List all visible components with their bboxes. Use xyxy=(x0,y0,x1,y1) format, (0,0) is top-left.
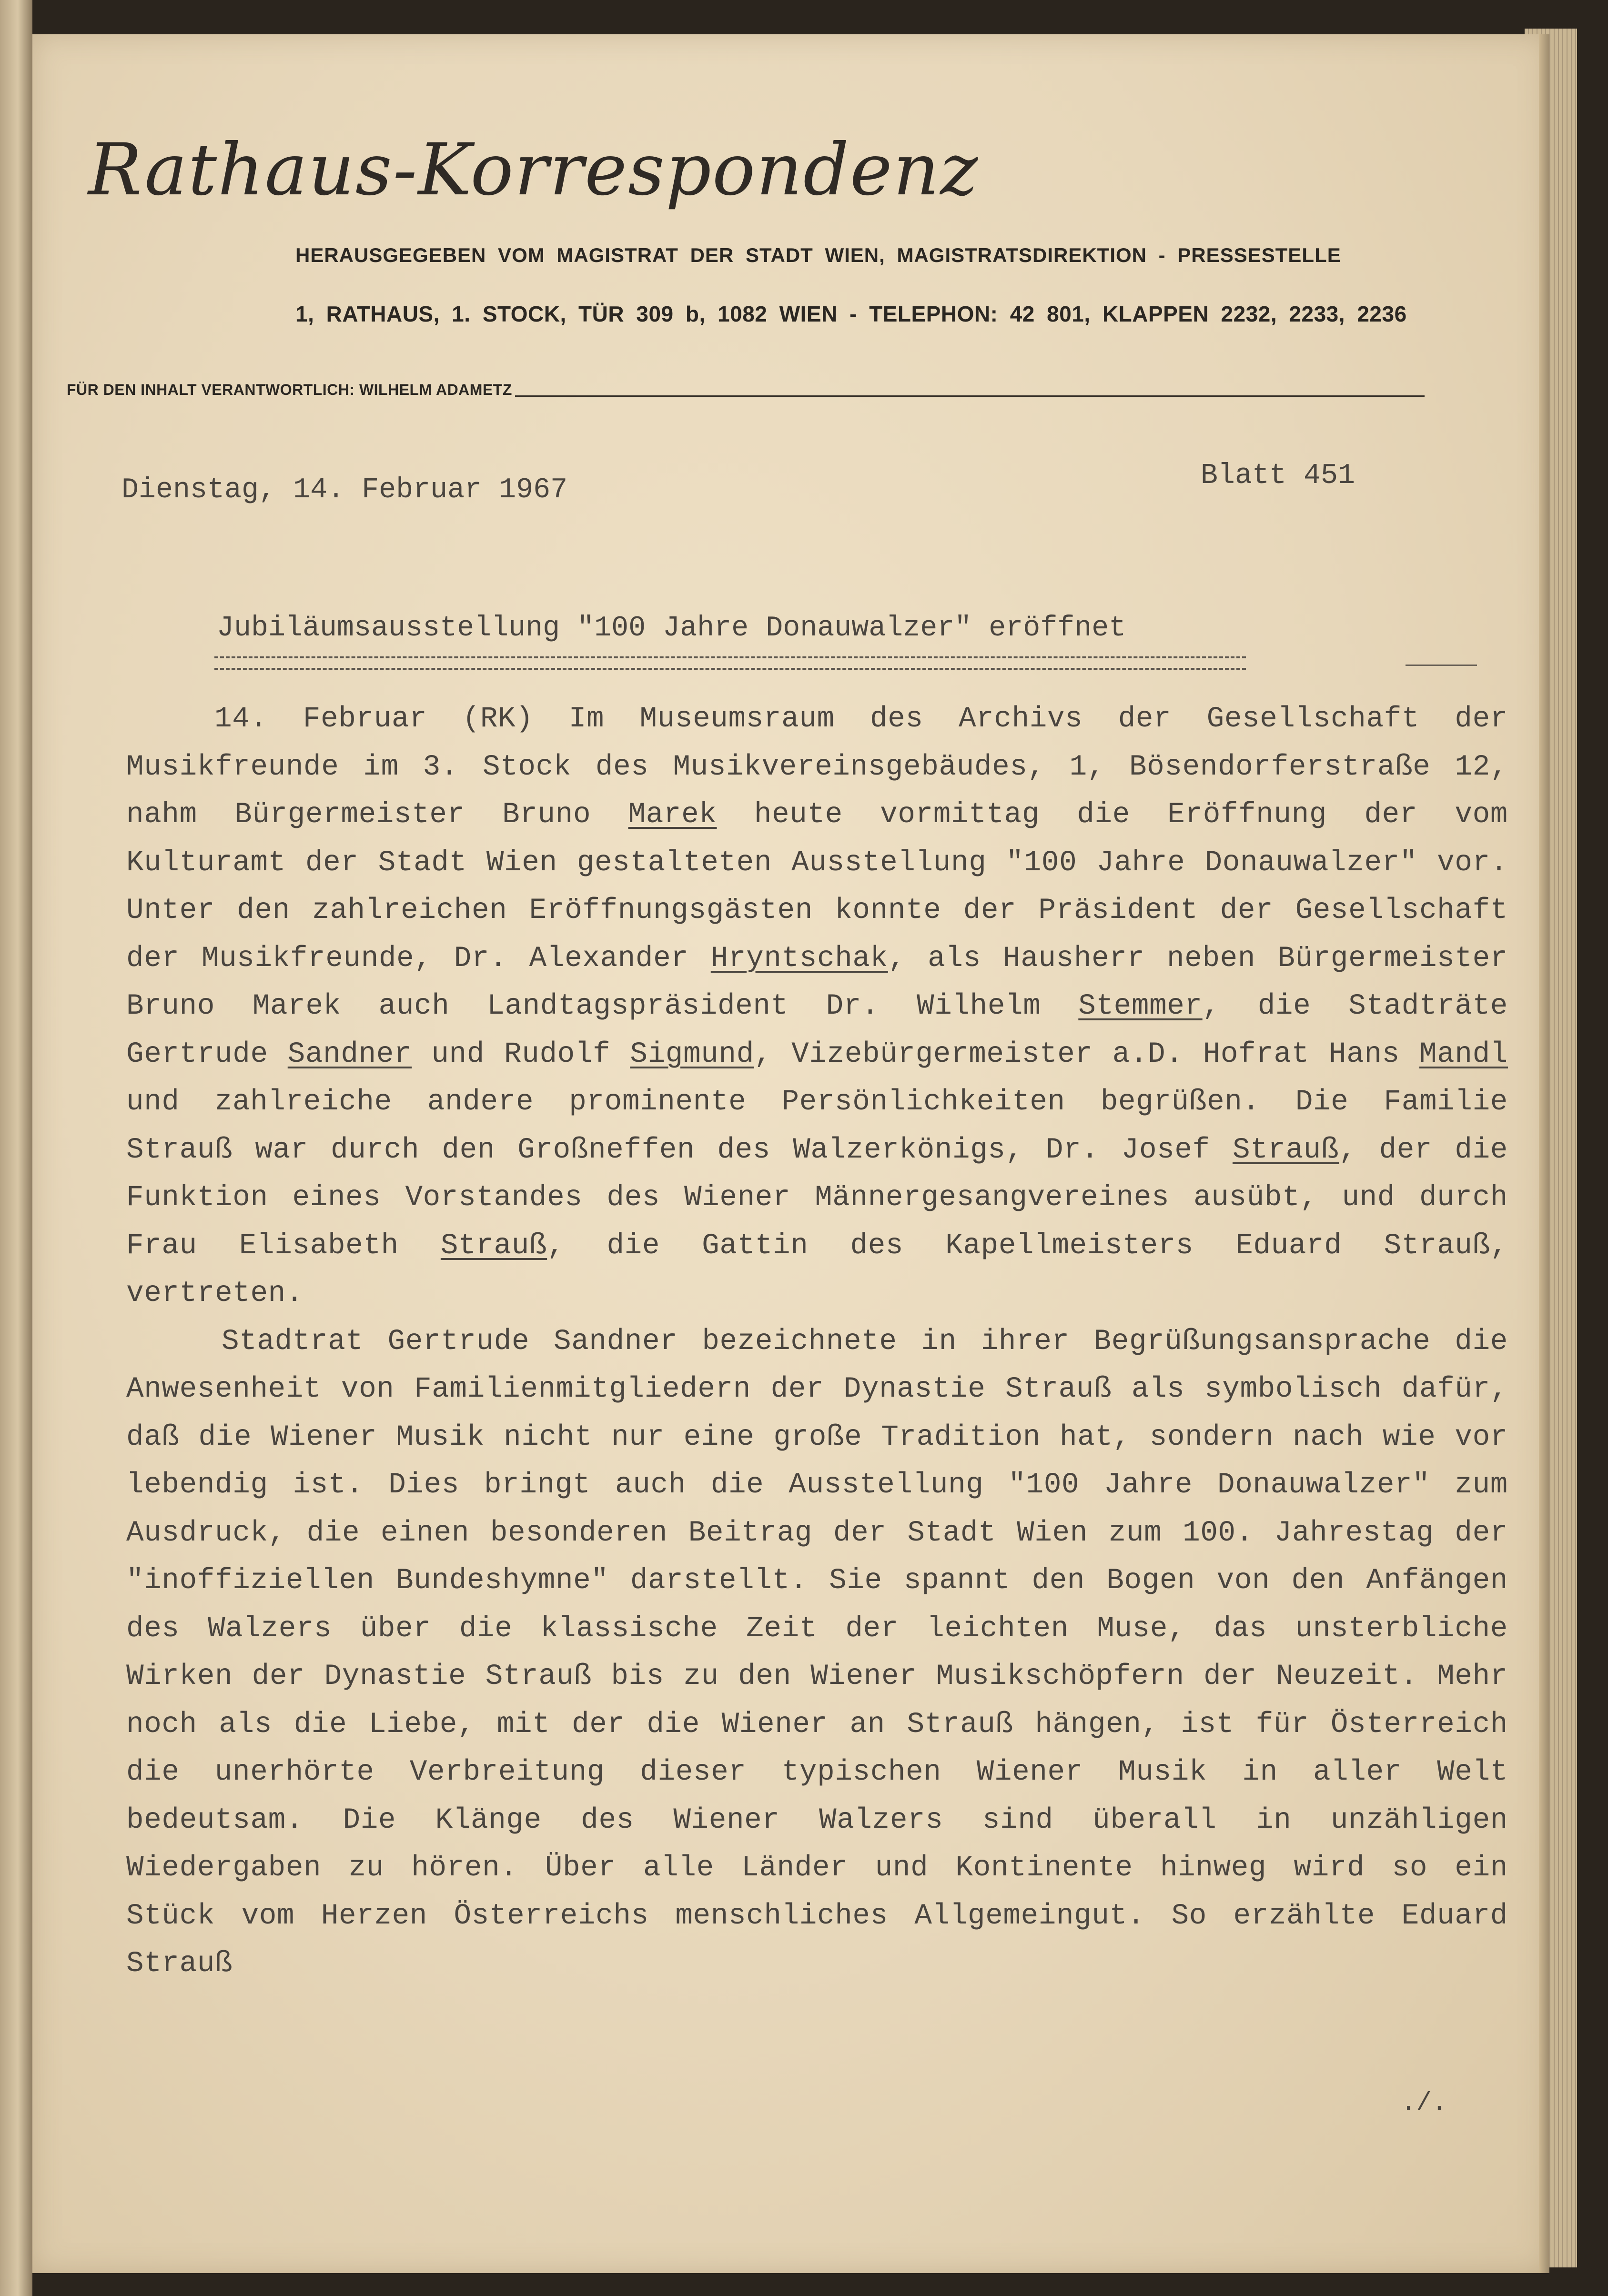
responsible-line xyxy=(67,381,1425,399)
facing-page-edge xyxy=(0,0,32,2296)
name-sigmund: Sigmund xyxy=(630,1037,754,1071)
name-stemmer: Stemmer xyxy=(1078,990,1203,1023)
sheet-number: Blatt 451 xyxy=(1201,460,1355,492)
paragraph-1: 14. Februar (RK) Im Museumsraum des Archivs der Gesellschaft der Musikfreunde im 3. Stock des Musikvereinsgebäudes, 1, Bösendorferstraße 12, nahm Bürgermeister Bruno Marek heute vormittag die Eröffnung der vom Kulturamt der Stadt Wien gestalteten Ausstellung "100 Jahre Donauwalzer" vor. Unter den zahlreichen Eröffnungsgästen konnte der Präsident der Gesellschaft der Musikfreunde, Dr. Alexander Hryntschak, als Hausherr neben Bürgermeister Bruno Marek auch Landtagspräsident Dr. Wilhelm Stemmer, die Stadträte Gertrude Sandner und Rudolf Sigmund, Vizebürgermeister a.D. Hofrat Hans Mandl und zahlreiche andere prominente Persönlichkeiten begrüßen. Die Familie Strauß war durch den Großneffen des Walzerkönigs, Dr. Josef Strauß, der die Funktion eines Vorstandes des Wiener Männergesangvereines ausübt, und durch Frau Elisabeth Strauß, die Gattin des Kapellmeisters Eduard Strauß, vertreten. xyxy=(126,703,1508,1310)
name-strauss-josef: Strauß xyxy=(1232,1133,1339,1167)
name-strauss-elisabeth: Strauß xyxy=(440,1229,547,1262)
article-title: Jubiläumsausstellung "100 Jahre Donauwalzer" eröffnet xyxy=(217,612,1126,644)
continuation-mark: ./. xyxy=(1401,2089,1447,2118)
name-hryntschak: Hryntschak xyxy=(710,942,888,975)
name-marek: Marek xyxy=(628,798,717,831)
margin-rule xyxy=(1406,665,1477,666)
name-mandl: Mandl xyxy=(1419,1037,1508,1071)
address-line: 1, RATHAUS, 1. STOCK, TÜR 309 b, 1082 WIEN - TELEPHON: 42 801, KLAPPEN 2232, 2233, 2236 xyxy=(295,302,1407,326)
document-date: Dienstag, 14. Februar 1967 xyxy=(121,474,568,506)
responsible-text: FÜR DEN INHALT VERANTWORTLICH: WILHELM ADAMETZ xyxy=(67,381,512,398)
name-sandner: Sandner xyxy=(287,1037,412,1071)
page-right-edge xyxy=(1539,34,1549,2273)
publisher-line: HERAUSGEGEBEN VOM MAGISTRAT DER STADT WIEN, MAGISTRATSDIREKTION - PRESSESTELLE xyxy=(295,244,1341,266)
responsible-rule xyxy=(515,395,1425,397)
letterhead-logo: Rathaus-Korrespondenz xyxy=(88,129,979,211)
title-double-rule xyxy=(214,656,1246,670)
article-body xyxy=(126,695,1508,1988)
paragraph-2: Stadtrat Gertrude Sandner bezeichnete in ihrer Begrüßungsansprache die Anwesenheit von Familienmitgliedern der Dynastie Strauß als symbolisch dafür, daß die Wiener Musik nicht nur eine große Tradition hat, sondern nach wie vor lebendig ist. Dies bringt auch die Ausstellung "100 Jahre Donauwalzer" zum Ausdruck, die einen besonderen Beitrag der Stadt Wien zum 100. Jahrestag der "inoffiziellen Bundeshymne" darstellt. Sie spannt den Bogen von den Anfängen des Walzers über die klassische Zeit der leichten Muse, das unsterbliche Wirken der Dynastie Strauß bis zu den Wiener Musikschöpfern der Neuzeit. Mehr noch als die Liebe, mit der die Wiener an Strauß hängen, ist für Österreich die unerhörte Verbreitung dieser typischen Wiener Musik in aller Welt bedeutsam. Die Klänge des Wiener Walzers sind überall in unzähligen Wiedergaben zu hören. Über alle Länder und Kontinente hinweg wird so ein Stück vom Herzen Österreichs menschliches Allgemeingut. So erzählte Eduard Strauß xyxy=(126,1325,1508,1980)
